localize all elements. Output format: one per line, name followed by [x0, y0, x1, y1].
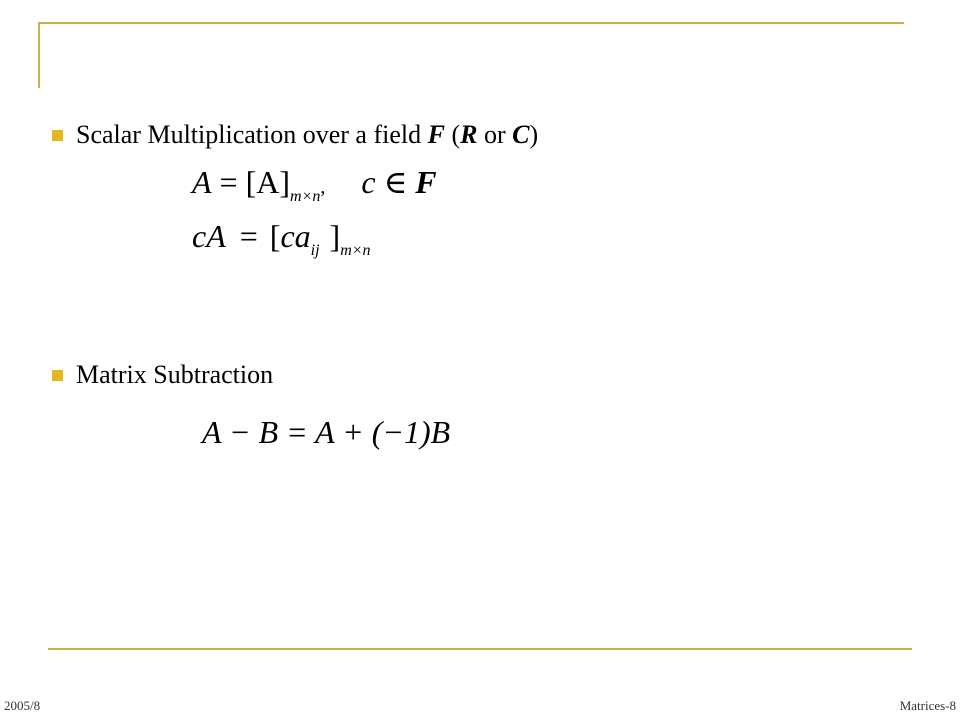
bullet-text: Scalar Multiplication over a field	[76, 120, 428, 149]
eq2-body: ca	[280, 218, 311, 254]
field-symbol: F	[427, 120, 445, 149]
paren-close: )	[529, 120, 539, 149]
eq2-lhs: cA	[192, 218, 226, 254]
top-rule	[40, 22, 904, 24]
eq1-lhs: A	[192, 164, 212, 200]
eq1-comma: ,	[320, 176, 326, 198]
bullet-marker	[52, 370, 63, 381]
eq1-field: F	[415, 164, 437, 200]
or-word: or	[477, 120, 513, 149]
eq2-inner-subscript: ij	[310, 242, 320, 259]
real-symbol: R	[460, 120, 478, 149]
paren-open: (	[444, 120, 461, 149]
equation-matrix-subtraction: A − B = A + (−1)B	[202, 414, 451, 450]
bullet-marker	[52, 130, 63, 141]
eq2-equals: =	[231, 218, 266, 254]
footer-date: 2005/8	[4, 698, 41, 713]
eq1-c: c	[361, 164, 376, 200]
bullet-matrix-subtraction: Matrix Subtraction	[76, 360, 274, 389]
left-rule	[38, 22, 40, 88]
eq2-bracket-close: ]	[329, 218, 341, 254]
eq1-bracket: [A]	[245, 164, 291, 200]
eq1-in: ∈	[375, 164, 416, 200]
equation-scalar-product	[192, 216, 371, 263]
eq1-subscript: m×n	[290, 188, 321, 205]
equation-matrix-definition	[192, 162, 437, 209]
bullet-scalar-multiplication	[76, 120, 538, 150]
eq1-equals: =	[211, 164, 246, 200]
complex-symbol: C	[512, 120, 530, 149]
bottom-rule	[48, 648, 912, 650]
footer-slide-number: Matrices-8	[899, 698, 956, 713]
eq2-subscript: m×n	[340, 242, 371, 259]
eq2-bracket-open: [	[269, 218, 281, 254]
